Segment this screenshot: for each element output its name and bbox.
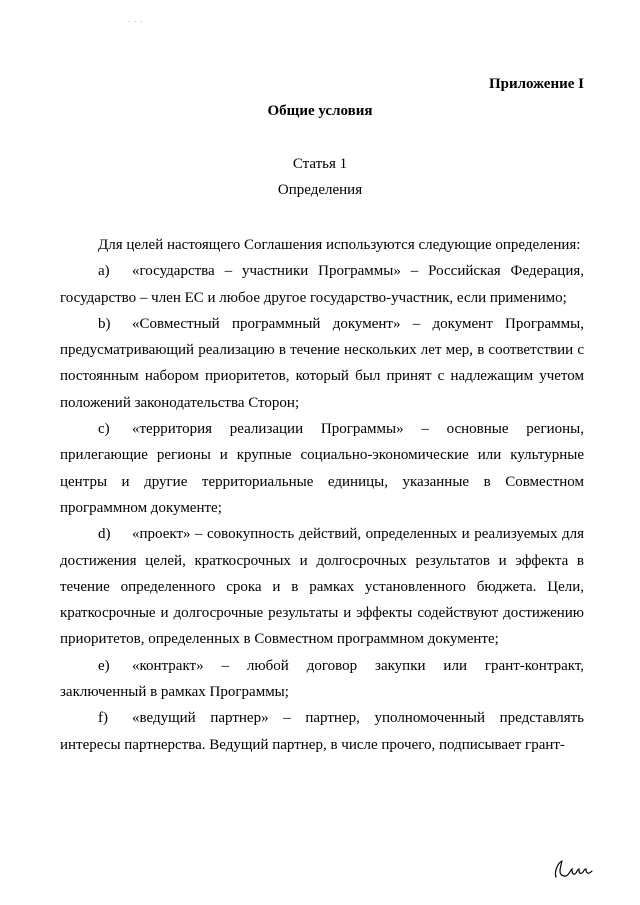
definition-item-e	[60, 653, 584, 706]
definition-item-f	[60, 705, 584, 758]
item-letter: b)	[98, 315, 111, 332]
document-body	[60, 232, 584, 758]
item-letter: f)	[98, 710, 108, 727]
article-name: Определения	[277, 182, 363, 198]
item-text: «проект» – совокупность действий, определенных и реализуемых для достижения целей, краткосрочных и долгосрочных результатов и эффекта в течение определенного срока и в рамках установленного бюджета. Цели, краткосрочные и долгосрочные результаты и эффекты содействуют достижению приоритетов, определенных в Совместном программном документе;	[60, 526, 584, 648]
item-letter: d)	[98, 526, 111, 543]
item-letter: c)	[98, 421, 110, 438]
item-letter: a)	[98, 263, 110, 280]
article-number: Статья 1	[292, 156, 348, 172]
intro-paragraph: Для целей настоящего Соглашения используются следующие определения:	[98, 237, 581, 253]
corner-mark: · · ·	[128, 18, 144, 26]
handwritten-initials	[552, 857, 596, 888]
item-text: «территория реализации Программы» – основные регионы, прилегающие регионы и крупные социально-экономические или культурные центры и другие территориальные единицы, указанные в Совместном программном документе;	[60, 421, 584, 516]
definition-item-c	[60, 416, 584, 521]
definition-item-b	[60, 311, 584, 416]
definition-item-d	[60, 521, 584, 652]
item-text: «контракт» – любой договор закупки или грант-контракт, заключенный в рамках Программы;	[60, 657, 584, 701]
item-text: «ведущий партнер» – партнер, уполномоченный представлять интересы партнерства. Ведущий партнер, в числе прочего, подписывает грант-	[60, 710, 584, 753]
definition-item-a	[60, 258, 584, 311]
annex-heading: Приложение I	[488, 76, 584, 92]
item-letter: e)	[98, 657, 110, 674]
item-text: «Совместный программный документ» – документ Программы, предусматривающий реализацию в течение нескольких лет мер, в соответствии с постоянным набором приоритетов, который был принят с надлежащим учетом положений законодательства Сторон;	[60, 315, 584, 411]
item-text: «государства – участники Программы» – Российская Федерация, государство – член ЕС и любое другое государство-участник, если применимо;	[60, 263, 584, 306]
document-title: Общие условия	[267, 103, 373, 119]
